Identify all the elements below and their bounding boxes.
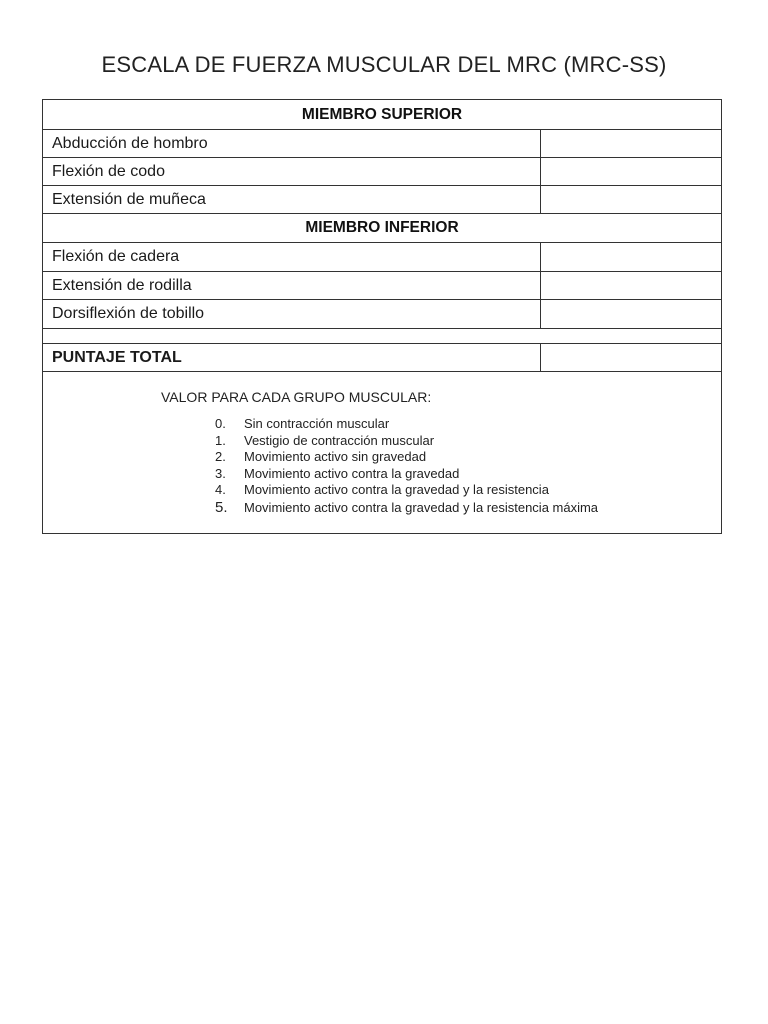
legend-text: Sin contracción muscular bbox=[244, 416, 390, 431]
legend-text: Movimiento activo contra la gravedad bbox=[244, 465, 460, 481]
total-score-cell[interactable] bbox=[540, 344, 721, 371]
total-row bbox=[43, 344, 721, 372]
score-cell-wrist-extension[interactable] bbox=[540, 186, 721, 213]
table-row bbox=[43, 243, 721, 272]
table-row bbox=[43, 272, 721, 300]
score-cell-hip-flexion[interactable] bbox=[540, 243, 721, 271]
legend-number: 2. bbox=[215, 449, 226, 464]
score-cell-shoulder-abduction[interactable] bbox=[540, 130, 721, 157]
table-row bbox=[43, 186, 721, 214]
total-label: PUNTAJE TOTAL bbox=[52, 348, 182, 366]
legend-number: 4. bbox=[215, 482, 226, 497]
table-row bbox=[43, 158, 721, 186]
legend-text: Movimiento activo contra la gravedad y la resistencia máxima bbox=[244, 499, 599, 515]
legend-text: Movimiento activo contra la gravedad y la resistencia bbox=[244, 482, 549, 497]
muscle-group-label: Dorsiflexión de tobillo bbox=[52, 305, 205, 322]
legend-text: Movimiento activo sin gravedad bbox=[244, 449, 427, 464]
spacer-row bbox=[43, 329, 721, 344]
muscle-group-label: Extensión de muñeca bbox=[52, 190, 206, 208]
muscle-group-label: Extensión de rodilla bbox=[52, 276, 192, 294]
legend-number: 3. bbox=[215, 465, 226, 481]
score-legend bbox=[43, 372, 721, 535]
muscle-group-label: Flexión de cadera bbox=[52, 248, 180, 265]
mrc-scale-form bbox=[42, 99, 722, 534]
muscle-group-label: Flexión de codo bbox=[52, 162, 165, 180]
legend-number: 5. bbox=[215, 498, 228, 516]
score-cell-ankle-dorsiflexion[interactable] bbox=[540, 300, 721, 328]
legend-number: 1. bbox=[215, 432, 226, 448]
legend-heading: VALOR PARA CADA GRUPO MUSCULAR: bbox=[161, 389, 432, 405]
section-heading-lower: MIEMBRO INFERIOR bbox=[43, 214, 721, 243]
page-title: ESCALA DE FUERZA MUSCULAR DEL MRC (MRC-SS) bbox=[101, 52, 667, 77]
muscle-group-label: Abducción de hombro bbox=[52, 134, 208, 152]
section-heading-upper: MIEMBRO SUPERIOR bbox=[43, 100, 721, 130]
legend-number: 0. bbox=[215, 416, 226, 431]
score-cell-elbow-flexion[interactable] bbox=[540, 158, 721, 185]
legend-text: Vestigio de contracción muscular bbox=[244, 432, 435, 448]
table-row bbox=[43, 130, 721, 158]
score-cell-knee-extension[interactable] bbox=[540, 272, 721, 299]
table-row bbox=[43, 300, 721, 329]
